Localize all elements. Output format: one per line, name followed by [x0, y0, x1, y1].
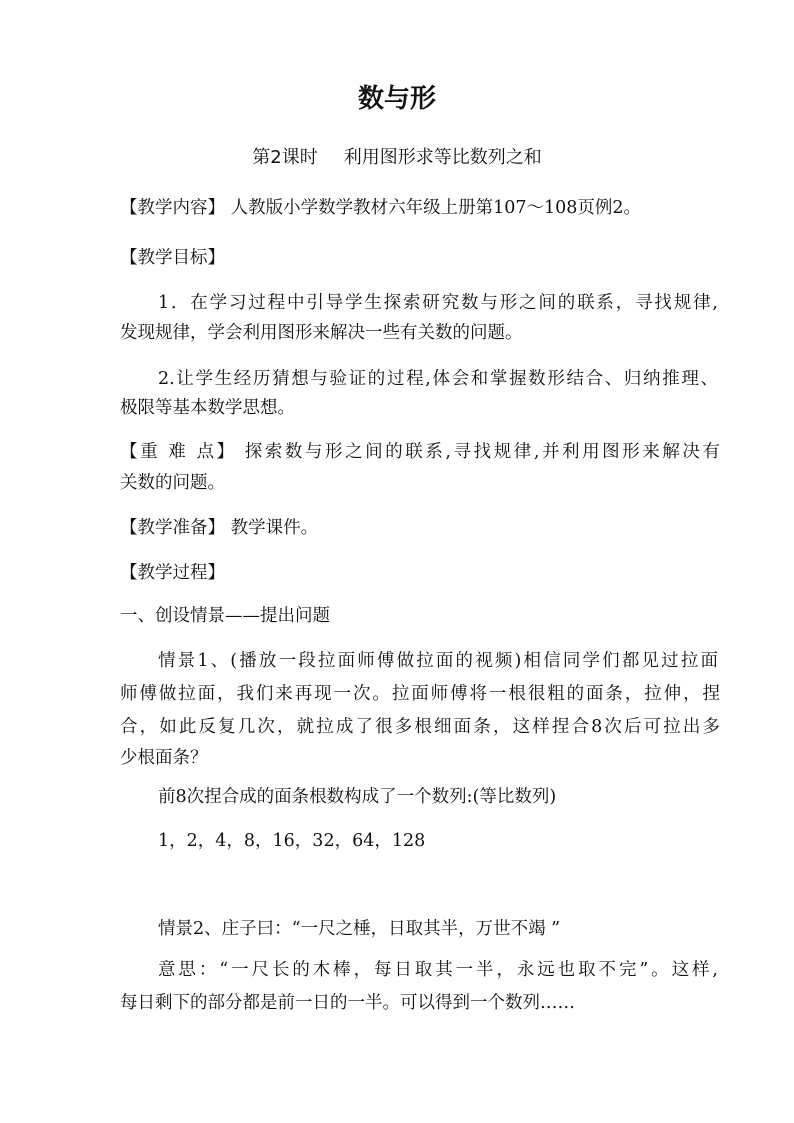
- section-1-heading: 一、创设情景——提出问题: [120, 606, 330, 626]
- scene-2-line-3: 每日剩下的部分都是前一日的一半。可以得到一个数列……: [120, 993, 575, 1013]
- teaching-goals-label: 【教学目标】: [120, 248, 225, 268]
- scene-1-sequence: 1，2，4，8，16，32，64，128: [158, 831, 426, 851]
- goal-1-line-2: 发现规律，学会利用图形来解决一些有关数的问题。: [120, 323, 523, 343]
- key-points-label: 【重 难 点】: [120, 442, 237, 462]
- teaching-content-label: 【教学内容】: [120, 198, 225, 218]
- scene-1-sequence-intro: 前8次捏合成的面条根数构成了一个数列:(等比数列): [158, 787, 557, 807]
- lesson-topic: 利用图形求等比数列之和: [343, 147, 542, 168]
- scene-2-line-1: 情景2、庄子曰：“一尺之棰，日取其半，万世不竭 ”: [158, 919, 561, 939]
- teaching-prep-label: 【教学准备】: [120, 518, 225, 538]
- lesson-subtitle: [0, 143, 794, 169]
- page-title: 数与形: [357, 84, 436, 114]
- scene-1-line-2: 师傅做拉面，我们来再现一次。拉面师傅将一根很粗的面条，拉伸，捏: [120, 684, 720, 704]
- scene-2-line-2: 意思：“一尺长的木棒，每日取其一半，永远也取不完”。这样,: [158, 960, 718, 980]
- scene-1-line-3: 合，如此反复几次，就拉成了很多根细面条，这样捏合8次后可拉出多: [120, 717, 720, 737]
- lesson-number: 第2课时: [252, 147, 318, 168]
- key-points-line-2: 关数的问题。: [120, 473, 225, 493]
- teaching-content-text: 人教版小学数学教材六年级上册第107～108页例2。: [230, 198, 642, 218]
- scene-1-line-1: 情景1、(播放一段拉面师傅做拉面的视频)相信同学们都见过拉面: [158, 651, 718, 671]
- key-points-line-1: 探索数与形之间的联系,寻找规律,并利用图形来解决有: [244, 442, 720, 462]
- teaching-prep: [120, 520, 720, 538]
- teaching-prep-text: 教学课件。: [230, 518, 319, 538]
- teaching-process-label: 【教学过程】: [120, 563, 225, 583]
- goal-2-line-1: 2.让学生经历猜想与验证的过程,体会和掌握数形结合、归纳推理、: [158, 369, 718, 389]
- scene-1-line-4: 少根面条？: [120, 748, 208, 768]
- key-points: [120, 444, 720, 462]
- teaching-content: [120, 200, 720, 218]
- goal-1-line-1: 1．在学习过程中引导学生探索研究数与形之间的联系，寻找规律,: [158, 293, 718, 313]
- goal-2-line-2: 极限等基本数学思想。: [120, 398, 295, 418]
